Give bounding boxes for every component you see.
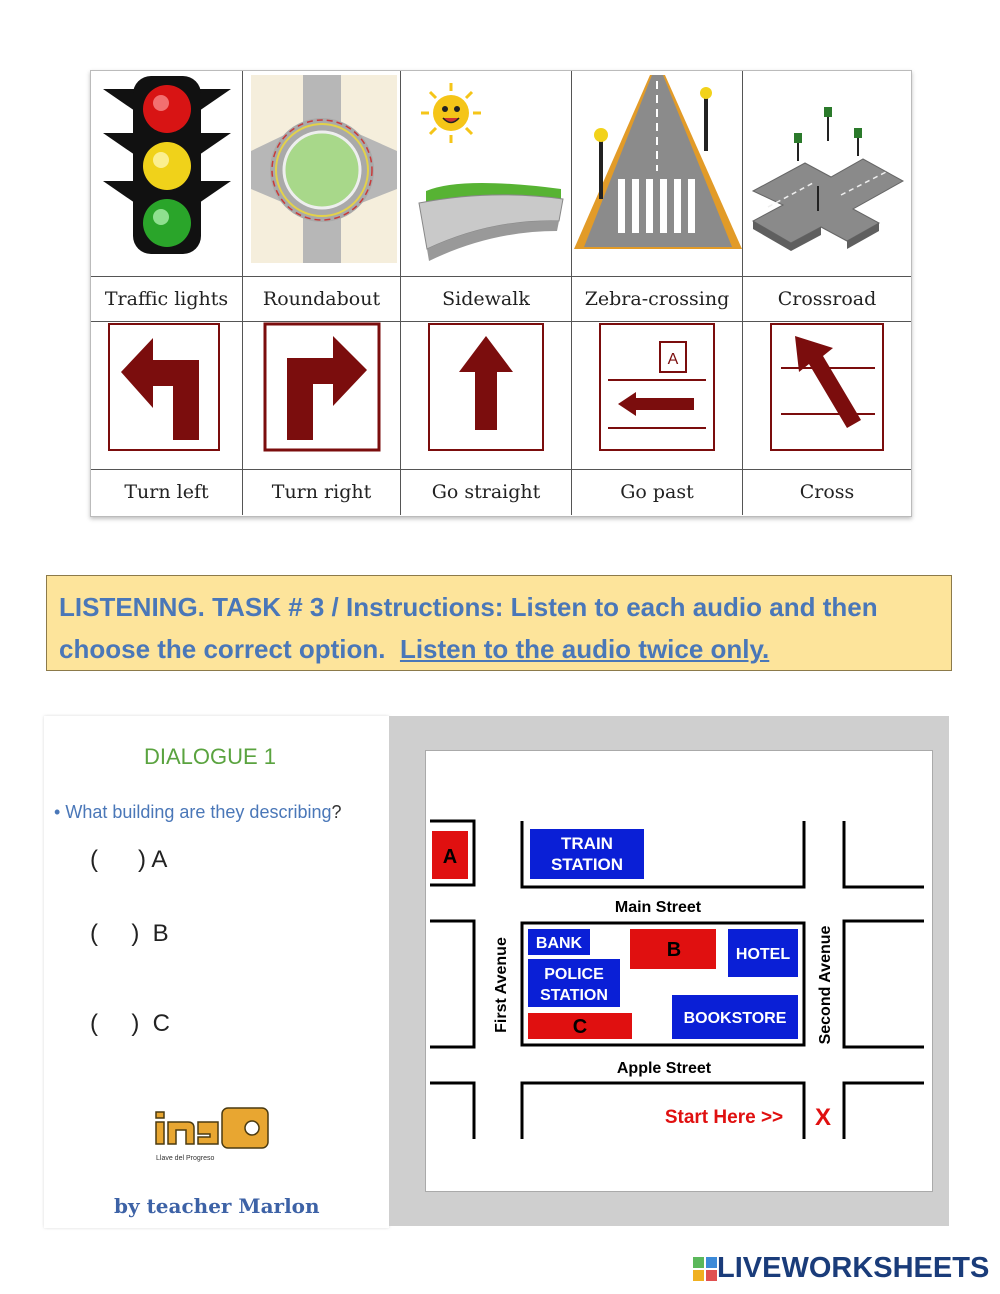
byline: by teacher Marlon — [114, 1194, 320, 1218]
city-map — [425, 750, 933, 1192]
main-street-label: Main Street — [614, 899, 702, 916]
option-b[interactable]: ( ) B — [90, 920, 169, 947]
vocab-image-row-1 — [91, 71, 911, 276]
vocabulary-grid — [90, 70, 912, 517]
vocab-label: Crossroad — [743, 276, 911, 321]
zebra-crossing-image — [572, 71, 743, 276]
first-avenue-label: First Avenue — [493, 937, 510, 1033]
option-c[interactable]: ( ) C — [90, 1010, 170, 1037]
dialogue-title: DIALOGUE 1 — [144, 744, 277, 769]
cross-sign — [743, 322, 911, 470]
ina-logo — [152, 1106, 272, 1171]
question-mark: ? — [331, 802, 342, 822]
vocab-label: Go straight — [401, 469, 572, 515]
apple-street-label: Apple Street — [616, 1060, 712, 1077]
go-straight-sign — [401, 322, 572, 470]
hotel-label: HOTEL — [735, 946, 791, 963]
police-label-1: POLICE — [544, 966, 604, 983]
vocab-label: Zebra-crossing — [572, 276, 743, 321]
option-a[interactable]: ( ) A — [90, 846, 168, 873]
vocab-label: Go past — [572, 469, 743, 515]
start-here-label: Start Here >> — [664, 1107, 784, 1128]
police-label-2: STATION — [540, 987, 608, 1004]
traffic-lights-image — [91, 71, 243, 276]
roundabout-image — [243, 71, 401, 276]
question-text: What building are they describing — [65, 802, 332, 822]
vocab-label-row-1 — [91, 276, 911, 321]
train-label-2: STATION — [550, 855, 624, 874]
label-a: A — [442, 846, 458, 868]
vocab-label: Turn left — [91, 469, 243, 515]
instructions-underlined: Listen to the audio twice only. — [399, 634, 770, 664]
label-b: B — [666, 939, 682, 961]
vocab-label: Cross — [743, 469, 911, 515]
liveworksheets-icon — [693, 1257, 717, 1281]
vocab-image-row-2 — [91, 321, 911, 470]
train-label-1: TRAIN — [561, 834, 613, 853]
dialogue-panel — [44, 716, 389, 1228]
label-c: C — [572, 1016, 588, 1038]
dialogue-question — [54, 802, 342, 823]
crossroad-image — [743, 71, 911, 276]
bank-label: BANK — [535, 935, 583, 952]
liveworksheets-brand — [693, 1252, 989, 1285]
vocab-label: Turn right — [243, 469, 401, 515]
bookstore-label: BOOKSTORE — [683, 1010, 787, 1027]
brand-text: LIVEWORKSHEETS — [717, 1252, 990, 1284]
turn-right-sign — [243, 322, 401, 470]
bullet: • — [54, 802, 61, 822]
sidewalk-image — [401, 71, 572, 276]
second-avenue-label: Second Avenue — [817, 925, 834, 1045]
vocab-label: Roundabout — [243, 276, 401, 321]
turn-left-sign — [91, 322, 243, 470]
x-mark: X — [814, 1104, 832, 1131]
logo-tagline: Llave del Progreso — [156, 1155, 215, 1162]
vocab-label-row-2 — [91, 469, 911, 515]
instructions-text: LISTENING. TASK # 3 / Instructions: Listen to each audio and then choose the correct option. — [59, 592, 878, 664]
vocab-label: Sidewalk — [401, 276, 572, 321]
go-past-sign — [572, 322, 743, 470]
map-panel — [389, 716, 949, 1226]
vocab-label: Traffic lights — [91, 276, 243, 321]
go-past-letter: A — [667, 351, 679, 368]
instructions-box — [46, 575, 952, 671]
